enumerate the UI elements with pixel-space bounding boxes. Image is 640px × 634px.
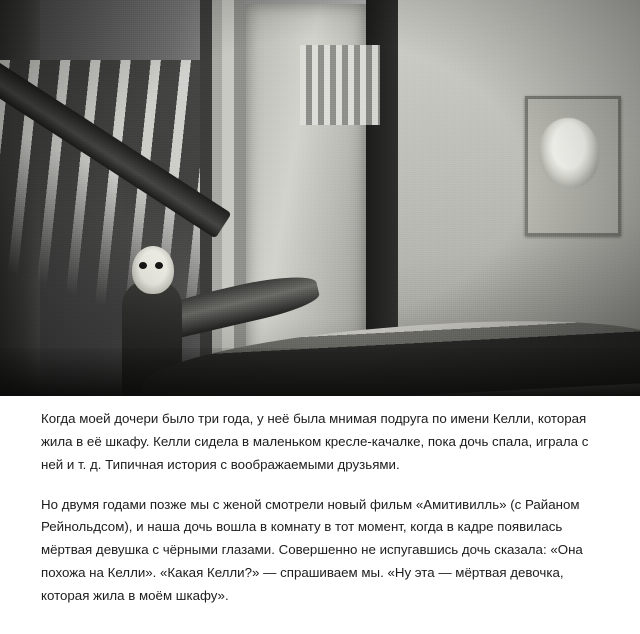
caption-left-margin — [0, 396, 27, 634]
caption-right-margin — [613, 396, 640, 634]
caption-block — [27, 396, 613, 634]
caption-paragraph-1: Когда моей дочери было три года, у неё была мнимая подруга по имени Келли, которая жила в её шкафу. Келли сидела в маленьком кресле-качалке, пока дочь спала, играла с ней и т. д. Типичная история с воображаемыми друзьями. — [41, 411, 589, 472]
caption-paragraph-2: Но двумя годами позже мы с женой смотрели новый фильм «Амитивилль» (с Райаном Рейнольдсом), и наша дочь вошла в комнату в тот момент, когда в кадре появилась мёртвая девушка с чёрными глазами. Совершенно не испугавшись дочь сказала: «Она похожа на Келли». «Какая Келли?» — спрашиваем мы. «Ну эта — мёртвая девочка, которая жила в моём шкафу». — [41, 496, 583, 604]
